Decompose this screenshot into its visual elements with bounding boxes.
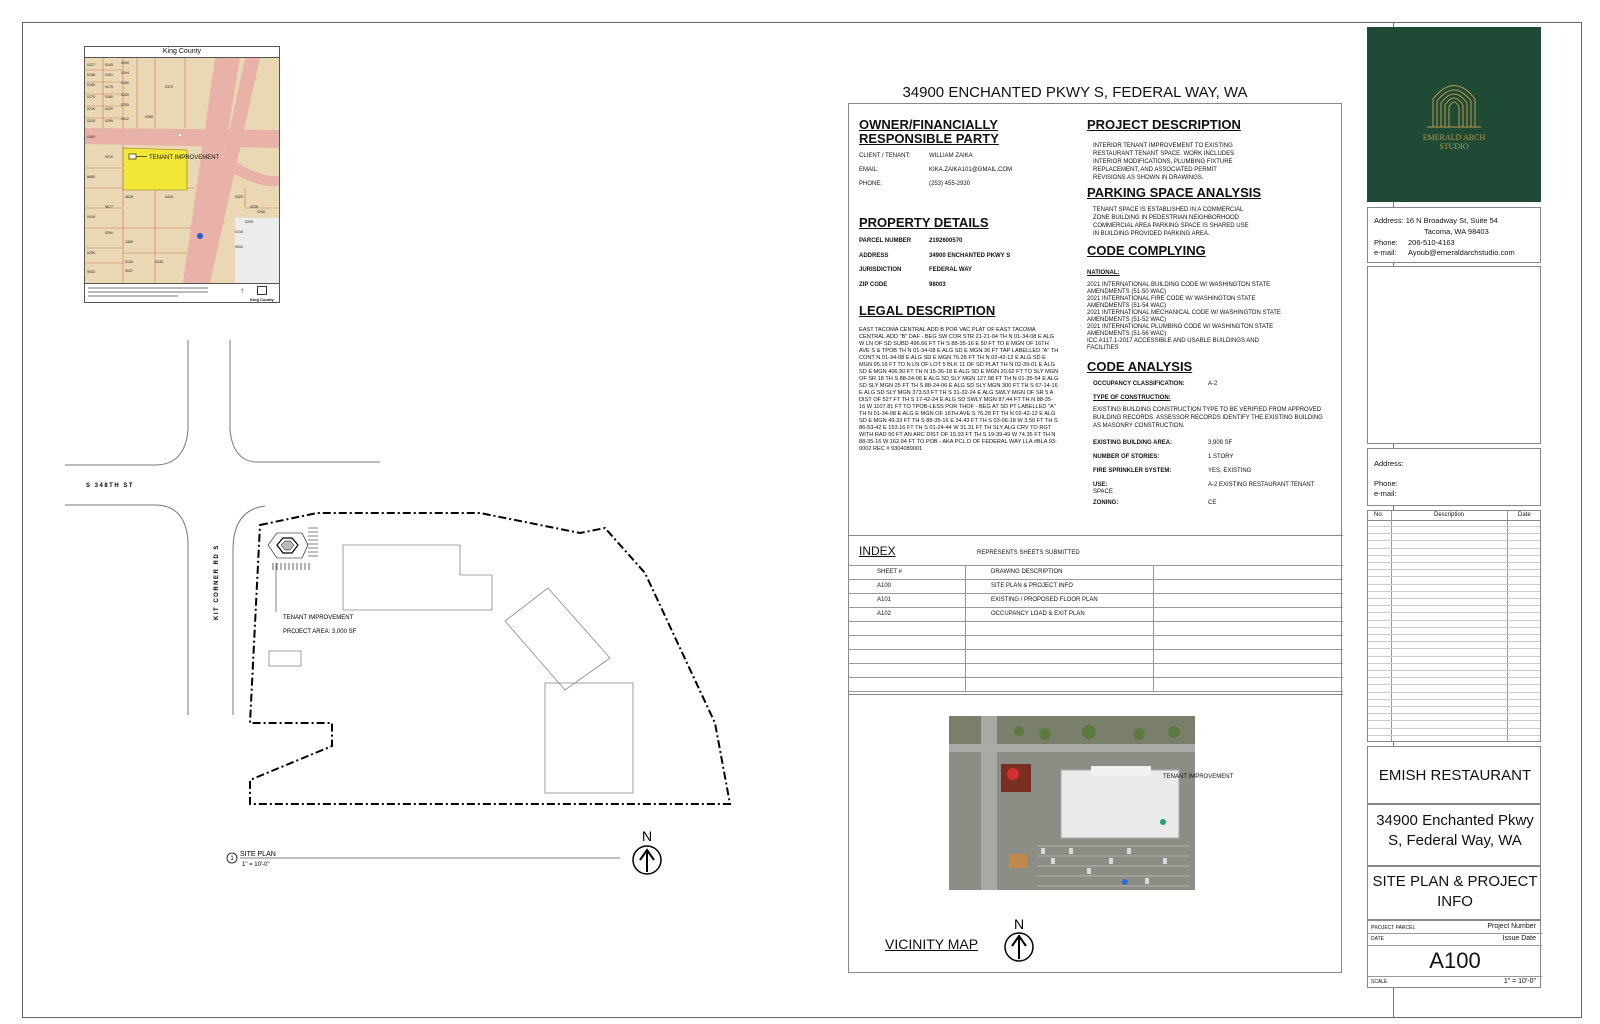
property-row	[859, 267, 1074, 282]
analysis-row-label: EXISTING BUILDING AREA:	[1093, 440, 1173, 446]
owner-row-label: PHONE:	[859, 181, 883, 187]
legal-section	[859, 304, 1059, 453]
index-section	[849, 535, 1343, 695]
index-row	[849, 650, 1343, 664]
code-line: AMENDMENTS (51-54 WAC)	[1087, 303, 1167, 309]
parking-text: TENANT SPACE IS ESTABLISHED IN A COMMERCIAL ZONE BUILDING IN PEDESTRIAN NEIGHBORHOOD COMMERCIAL AREA PARKING SPACE IS SHARED USE IN BUILDING PROVIDED PARKING AREA.	[1093, 207, 1249, 237]
revision-row	[1368, 664, 1541, 671]
date-label: DATE	[1371, 936, 1384, 942]
consultant-contact	[1367, 448, 1541, 506]
street-label-s348th: S 348TH ST	[86, 483, 135, 489]
project-description-text: INTERIOR TENANT IMPROVEMENT TO EXISTING RESTAURANT TENANT SPACE. WORK INCLUDES INTERIOR MODIFICATIONS, PLUMBING FIXTURE REPLACEMENT, AND ASSOCIATED PERMIT REVISIONS AS SHOWN IN DRAWINGS.	[1093, 143, 1235, 181]
revision-row	[1368, 599, 1541, 606]
lot-number: 9037	[125, 269, 133, 273]
occupancy-label: OCCUPANCY CLASSIFICATION:	[1093, 381, 1185, 387]
code-complying-subheading: NATIONAL:	[1087, 270, 1120, 276]
lot-number: 0360	[87, 135, 95, 139]
index-col-description: DRAWING DESCRIPTION	[991, 569, 1063, 575]
revision-row	[1368, 707, 1541, 714]
code-line: 2021 INTERNATIONAL FIRE CODE W/ WASHINGTON STATE	[1087, 296, 1256, 302]
revision-col-description: Description	[1434, 512, 1465, 518]
index-row	[849, 636, 1343, 650]
owner-row-value: (253) 455-2930	[929, 181, 971, 187]
revision-row	[1368, 671, 1541, 678]
code-line: 2021 INTERNATIONAL PLUMBING CODE W/ WASHINGTON STATE	[1087, 324, 1274, 330]
lot-number: 0250	[87, 251, 95, 255]
index-sheet-number: A100	[877, 583, 892, 589]
drawing-number: 1	[230, 856, 234, 862]
scale-label: SCALE	[1371, 979, 1388, 985]
project-description-heading: PROJECT DESCRIPTION	[1087, 117, 1241, 132]
revision-row	[1368, 520, 1541, 527]
property-heading: PROPERTY DETAILS	[859, 215, 989, 230]
analysis-row-value: CE	[1208, 500, 1217, 506]
lot-number: 8650	[87, 175, 95, 179]
lot-number: 0416	[87, 215, 95, 219]
property-section	[859, 216, 1074, 296]
legal-heading: LEGAL DESCRIPTION	[859, 303, 996, 318]
vicinity-label: TENANT IMPROVEMENT	[1163, 774, 1234, 780]
property-row-label: JURISDICTION	[859, 267, 902, 273]
property-row	[859, 253, 1074, 268]
revision-row	[1368, 686, 1541, 693]
project-description-section	[1087, 118, 1332, 182]
index-row	[849, 608, 1343, 622]
code-line: AMENDMENTS (51-52 WAC)	[1087, 317, 1167, 323]
lot-number: 0220	[105, 107, 113, 111]
index-col-sheet: SHEET #	[877, 569, 902, 575]
analysis-row-value: A-2 EXISTING RESTAURANT TENANT	[1208, 482, 1315, 488]
index-row	[849, 580, 1343, 594]
code-line: FACILITIES	[1087, 345, 1119, 351]
index-row	[849, 664, 1343, 678]
owner-row	[859, 167, 1074, 181]
lot-number: 0370	[165, 85, 173, 89]
revision-row	[1368, 693, 1541, 700]
lot-number: 0160	[121, 81, 129, 85]
sheet-number: A100	[1429, 948, 1481, 973]
revision-row	[1368, 563, 1541, 570]
revision-row	[1368, 527, 1541, 534]
firm-phone-label: Phone:	[1374, 238, 1398, 247]
revision-row	[1368, 578, 1541, 585]
owner-heading: OWNER/FINANCIALLY RESPONSIBLE PARTY	[859, 117, 999, 146]
svg-text:N: N	[641, 828, 653, 844]
code-line: 2021 INTERNATIONAL MECHANICAL CODE W/ WASHINGTON STATE	[1087, 310, 1281, 316]
consultant-email-label: e-mail:	[1374, 489, 1397, 498]
project-address: 34900 Enchanted Pkwy S, Federal Way, WA	[1376, 812, 1534, 849]
parcel-map-footer	[85, 283, 279, 303]
site-plan	[40, 320, 820, 900]
legal-text: EAST TACOMA CENTRAL ADD B POR VAC PLAT OF EAST TACOMA CENTRAL ADD "B" DAF - BEG SW COR STR 21-21-04 TH N 01-34-08 E ALG W LN OF SD SUBD 496.66 FT TH S 88-35-16 E 50 FT TO E MGN OF 16TH AVE S & TPOB TH N 01-34-08 E ALG SD E MGN 36 FT TAP LABELLED "A" TH CONT N 01-34-08 E ALG SD E MGN 76.28 FT TH N 02-42-12 E ALG SD E MGN 95.16 FT TO N LN OF LOT 5 BLK 11 OF SD PLAT TH N 02-39-01 E ALG SD E MGN 406.90 FT TH N 15-36-18 E ALG SD E MGN 20.62 FT TO SLY MGN OF SR 18 TH S 88-24-06 E ALG SD SLY MGN 127.98 FT TH N 01-35-54 E ALG SD SLY MGN 25 FT TH S 88-24-06 E ALG SD SLY MGN 300 FT TH S 67-14-16 E ALG SD SLY MGN 373.53 FT TH S 31-32-24 E ALG SWLY MGN OF SR 5 A DIST OF 527 FT TH S 17-42-24 E ALG SD SWLY MGN 87.44 FT TH N 88-35-16 W 1107.81 FT TO TPOB-LESS POR THOF - BEG AT SD PT LABELLED "A" TH N 01-34-08 E ALG E MGN OF 16TH AVE S 76.28 FT TH N 02-42-12 E ALG SD E MGN 49.33 FT TH S 88-35-16 E 34.43 FT TH S 03-06-18 W 3.50 FT TH S 86-53-42 E 153.16 FT TH S 01-24-44 W 31.31 FT TH SLY ALG CRV TO RGT WITH RAD 50 FT AN ARC DIST OF 15.93 FT TH S 19-39-49 W 74.35 FT TH N 88-35-16 W 162.94 FT TO POB - AKA PCL D OF FEDERAL WAY LLA #BLA 93-0002 REC # 9304089001	[859, 327, 1059, 452]
revision-table	[1367, 510, 1541, 742]
lot-number: 1360	[125, 240, 133, 244]
index-row	[849, 566, 1343, 580]
analysis-row-label: NUMBER OF STORIES:	[1093, 454, 1160, 460]
index-row	[849, 678, 1343, 692]
property-row-label: ZIP CODE	[859, 281, 888, 288]
scale-value: 1" = 10'-0"	[1503, 978, 1536, 985]
street-label-kit-corner: KIT CORNER RD S	[214, 544, 220, 620]
lot-number: 9677	[105, 205, 113, 209]
revision-row	[1368, 534, 1541, 541]
property-row-value: 98003	[929, 281, 946, 288]
analysis-row-value: 3,909 SF	[1208, 440, 1233, 446]
drawing-title: SITE PLAN	[240, 851, 276, 858]
parking-heading: PARKING SPACE ANALYSIS	[1087, 185, 1262, 200]
owner-row-value: KIKA.ZAIKA101@GMAIL.COM	[929, 167, 1013, 173]
occupancy-value: A-2	[1208, 381, 1218, 387]
index-row	[849, 622, 1343, 636]
king-county-logo-icon	[257, 286, 267, 295]
lot-number: 0180	[105, 95, 113, 99]
blank-consultant-box	[1367, 266, 1541, 444]
lot-number: 0200	[121, 93, 129, 97]
lot-number: 0236	[250, 205, 258, 209]
firm-contact	[1367, 207, 1541, 263]
revision-row	[1368, 628, 1541, 635]
north-arrow-icon	[1003, 912, 1035, 966]
revision-row	[1368, 606, 1541, 613]
revision-col-date: Date	[1518, 512, 1531, 518]
lot-number: 0205	[121, 103, 129, 107]
lot-number: 0206	[257, 210, 265, 214]
revision-row	[1368, 714, 1541, 721]
revision-row	[1368, 657, 1541, 664]
site-plan-label: TENANT IMPROVEMENT	[283, 615, 354, 621]
owner-row-label: EMAIL:	[859, 167, 879, 173]
code-line: ICC A117.1-2017 ACCESSIBLE AND USABLE BUILDINGS AND	[1087, 338, 1259, 344]
firm-logo	[1367, 27, 1541, 202]
lot-number: 0216	[235, 230, 243, 234]
parking-section	[1087, 186, 1332, 238]
parcel-map-label: TENANT IMPROVEMENT	[149, 155, 220, 161]
consultant-address-label: Address:	[1374, 459, 1404, 468]
firm-address-line2: Tacoma, WA 98403	[1424, 227, 1489, 236]
project-name-box	[1367, 746, 1541, 804]
lot-number: 0290	[105, 231, 113, 235]
parcel-map-drawing	[85, 58, 279, 283]
index-sheet-number: A102	[877, 611, 892, 617]
index-sheet-description: OCCUPANCY LOAD & EXIT PLAN	[991, 611, 1085, 617]
revision-row	[1368, 570, 1541, 577]
vicinity-map	[949, 716, 1195, 890]
index-note: REPRESENTS SHEETS SUBMITTED	[977, 550, 1080, 556]
analysis-row-label: ZONING:	[1093, 500, 1119, 506]
parcel-map	[84, 46, 280, 303]
owner-row	[859, 181, 1074, 195]
index-sheet-description: SITE PLAN & PROJECT INFO	[991, 583, 1073, 589]
lot-number: 0210	[105, 155, 113, 159]
revision-row	[1368, 650, 1541, 657]
lot-number: 0240	[155, 260, 163, 264]
revision-row	[1368, 549, 1541, 556]
lot-number: 0130	[125, 260, 133, 264]
revision-row	[1368, 556, 1541, 563]
firm-email-label: e-mail:	[1374, 248, 1397, 257]
lot-number: 0145	[105, 63, 113, 67]
analysis-row-label-cont: SPACE	[1093, 489, 1113, 495]
firm-phone: 206-510-4163	[1408, 238, 1455, 247]
sheet-info-box	[1367, 920, 1541, 988]
lot-number: 0151	[105, 73, 113, 77]
property-row-label: ADDRESS	[859, 252, 889, 259]
revision-row	[1368, 592, 1541, 599]
index-row	[849, 594, 1343, 608]
analysis-row-value: 1 STORY	[1208, 454, 1234, 460]
parcel-map-title: King County	[85, 47, 279, 58]
code-line: AMENDMENTS (51-50 WAC)	[1087, 289, 1167, 295]
lot-number: 9000	[235, 245, 243, 249]
firm-name-line2: STUDIO	[1439, 142, 1469, 151]
sheet-title-box	[1367, 866, 1541, 920]
king-county-logo-text: King County	[250, 297, 274, 302]
owner-row-value: WILLIAM ZAIKA	[929, 153, 973, 159]
code-line: 2021 INTERNATIONAL BUILDING CODE W/ WASHINGTON STATE	[1087, 282, 1271, 288]
analysis-row-label: USE:	[1093, 482, 1108, 488]
revision-row	[1368, 542, 1541, 549]
owner-row	[859, 153, 1074, 167]
code-line: AMENDMENTS (51-56 WAC)	[1087, 331, 1167, 337]
revision-row	[1368, 635, 1541, 642]
code-analysis-section	[1087, 360, 1332, 512]
property-boundary	[250, 513, 730, 804]
lot-number: 0158	[87, 73, 95, 77]
revision-row	[1368, 642, 1541, 649]
lot-number: 0194	[121, 71, 129, 75]
sheet-title: SITE PLAN & PROJECT INFO	[1372, 873, 1538, 910]
property-row	[859, 282, 1074, 297]
north-arrow-icon	[633, 828, 661, 874]
lot-number: 4618	[125, 195, 133, 199]
lot-number: 0165	[87, 83, 95, 87]
revision-row	[1368, 729, 1541, 736]
lot-number: 0385	[145, 115, 153, 119]
emerald-arch-logo-icon	[1367, 27, 1541, 147]
analysis-row-value: YES, EXISTING	[1208, 468, 1252, 474]
revision-row	[1368, 736, 1541, 742]
sheet-address-title: 34900 ENCHANTED PKWY S, FEDERAL WAY, WA	[902, 84, 1248, 101]
consultant-phone-label: Phone:	[1374, 479, 1398, 488]
construction-text: EXISTING BUILDING CONSTRUCTION TYPE TO BE VERIFIED FROM APPROVED BUILDING RECORDS. ASSESSOR RECORDS IDENTIFY THE EXISTING BUILDING AS MASONRY CONSTRUCTION.	[1093, 407, 1323, 429]
project-address-box	[1367, 804, 1541, 866]
issue-date-label: Issue Date	[1502, 935, 1536, 942]
property-row-value: FEDERAL WAY	[929, 267, 973, 273]
owner-row-label: CLIENT / TENANT:	[859, 153, 911, 159]
firm-email: Ayoub@emeraldarchstudio.com	[1408, 248, 1515, 257]
lot-number: 0127	[87, 63, 95, 67]
north-arrow-icon: ↑	[240, 286, 244, 295]
index-sheet-number: A101	[877, 597, 892, 603]
vicinity-aerial-image	[949, 716, 1195, 890]
lot-number: 0210	[87, 107, 95, 111]
owner-section	[859, 118, 1074, 195]
property-row	[859, 238, 1074, 253]
code-complying-heading: CODE COMPLYING	[1087, 243, 1206, 258]
lot-number: 0175	[105, 85, 113, 89]
revision-row	[1368, 700, 1541, 707]
lot-number: 0295	[105, 119, 113, 123]
property-row-value: 2192600570	[929, 238, 963, 244]
revision-row	[1368, 678, 1541, 685]
tenant-building	[268, 528, 318, 612]
lot-number: 0325	[235, 195, 243, 199]
lot-number: 0170	[87, 95, 95, 99]
lot-number: 0415	[165, 195, 173, 199]
index-heading: INDEX	[859, 544, 896, 558]
construction-heading: TYPE OF CONSTRUCTION:	[1093, 395, 1171, 401]
revision-row	[1368, 621, 1541, 628]
drawing-scale: 1" = 10'-0"	[242, 862, 270, 868]
firm-address-label: Address:	[1374, 216, 1404, 225]
property-row-value: 34900 ENCHANTED PKWY S	[929, 252, 1011, 259]
project-name: EMISH RESTAURANT	[1378, 767, 1532, 784]
project-info-panel	[848, 103, 1342, 973]
project-parcel-label: PROJECT PARCEL	[1371, 925, 1416, 931]
lot-number: 9033	[87, 270, 95, 274]
revision-row	[1368, 585, 1541, 592]
site-plan-area: PROJECT AREA: 3,000 SF	[283, 629, 357, 635]
revision-row	[1368, 722, 1541, 729]
analysis-row-label: FIRE SPRINKLER SYSTEM:	[1093, 468, 1172, 474]
revision-row	[1368, 614, 1541, 621]
code-complying-section	[1087, 244, 1332, 352]
revision-col-no: No.	[1374, 512, 1384, 518]
firm-address-line1: 16 N Broadway St, Suite 54	[1405, 216, 1498, 225]
lot-number: 0205	[245, 220, 253, 224]
lot-number: 0312	[121, 117, 129, 121]
lot-number: 0090	[121, 61, 129, 65]
index-sheet-description: EXISTING / PROPOSED FLOOR PLAN	[991, 597, 1098, 603]
svg-text:N: N	[1013, 916, 1025, 932]
firm-name-line1: EMERALD ARCH	[1422, 133, 1486, 142]
lot-number: 0315	[87, 119, 95, 123]
code-analysis-heading: CODE ANALYSIS	[1087, 359, 1193, 374]
property-row-label: PARCEL NUMBER	[859, 238, 912, 244]
vicinity-heading: VICINITY MAP	[885, 936, 979, 952]
project-number-label: Project Number	[1487, 923, 1536, 930]
